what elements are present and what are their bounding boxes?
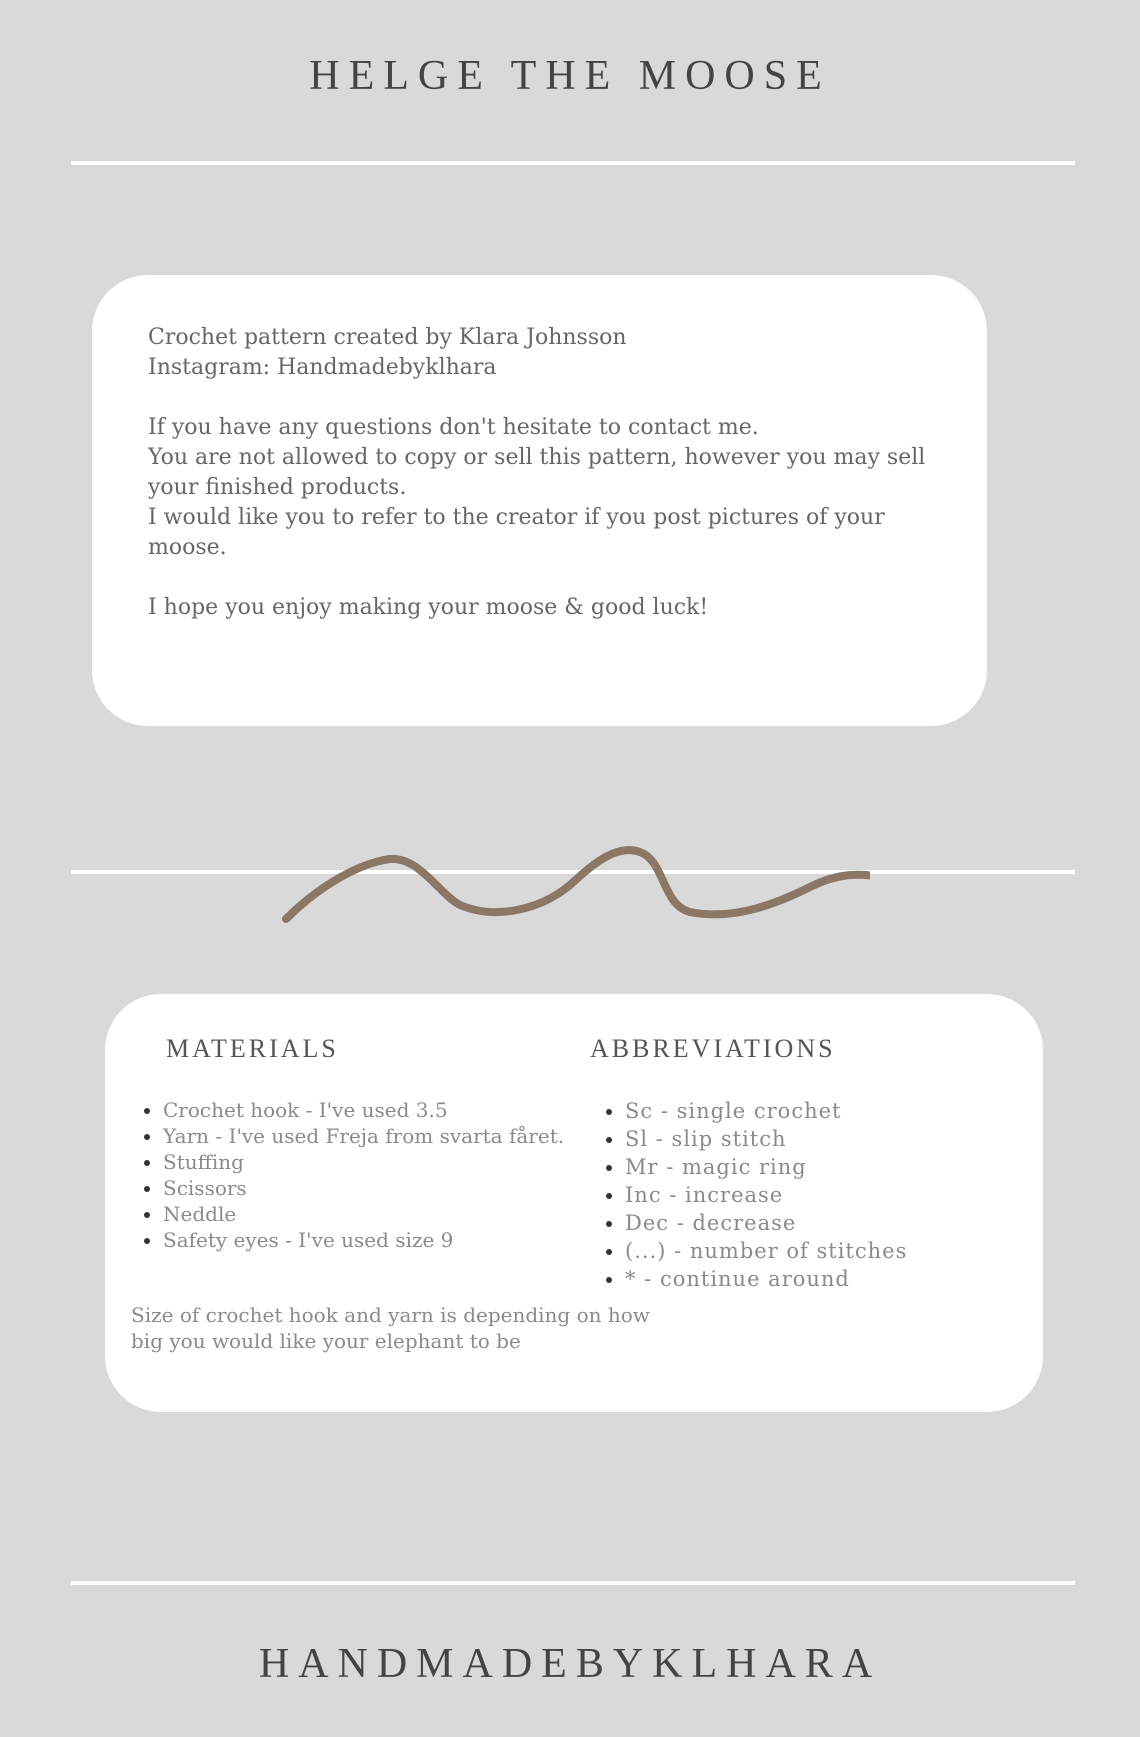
list-item: • Safety eyes - I've used size 9 <box>163 1227 564 1253</box>
squiggle-decoration <box>270 835 870 945</box>
footer-brand: HANDMADEBYKLHARA <box>258 1641 882 1687</box>
list-item: • Yarn - I've used Freja from svarta fåret. <box>163 1123 564 1149</box>
list-item: • Scissors <box>163 1175 564 1201</box>
list-item: • Crochet hook - I've used 3.5 <box>163 1097 564 1123</box>
list-item: • Sl - slip stitch <box>625 1125 907 1153</box>
list-item: • (...) - number of stitches <box>625 1237 907 1265</box>
intro-card <box>92 275 987 726</box>
size-note: Size of crochet hook and yarn is depending on how big you would like your elephant to be <box>131 1303 650 1353</box>
list-item: • Stuffing <box>163 1149 564 1175</box>
copyright-line: You are not allowed to copy or sell this pattern, however you may sell your finished products. <box>148 445 926 500</box>
divider-top <box>71 161 1075 165</box>
list-item: • Inc - increase <box>625 1181 907 1209</box>
creator-line: Crochet pattern created by Klara Johnsson <box>148 325 627 350</box>
materials-heading: MATERIALS <box>166 1034 339 1063</box>
list-item: • Neddle <box>163 1201 564 1227</box>
divider-bottom <box>71 1581 1075 1585</box>
credit-line: I would like you to refer to the creator if you post pictures of your moose. <box>148 505 885 560</box>
contact-line: If you have any questions don't hesitate to contact me. <box>148 415 759 440</box>
good-luck-line: I hope you enjoy making your moose & good luck! <box>148 595 709 620</box>
list-item: • Mr - magic ring <box>625 1153 907 1181</box>
intro-text <box>148 323 938 623</box>
abbreviations-list <box>603 1097 907 1293</box>
materials-list <box>141 1097 564 1253</box>
list-item: • Dec - decrease <box>625 1209 907 1237</box>
abbreviations-heading: ABBREVIATIONS <box>590 1034 836 1063</box>
list-item: • Sc - single crochet <box>625 1097 907 1125</box>
instagram-line: Instagram: Handmadebyklhara <box>148 355 497 380</box>
list-item: • * - continue around <box>625 1265 907 1293</box>
page-title: HELGE THE MOOSE <box>309 53 831 99</box>
squiggle-line <box>286 850 870 919</box>
materials-card <box>105 994 1043 1412</box>
